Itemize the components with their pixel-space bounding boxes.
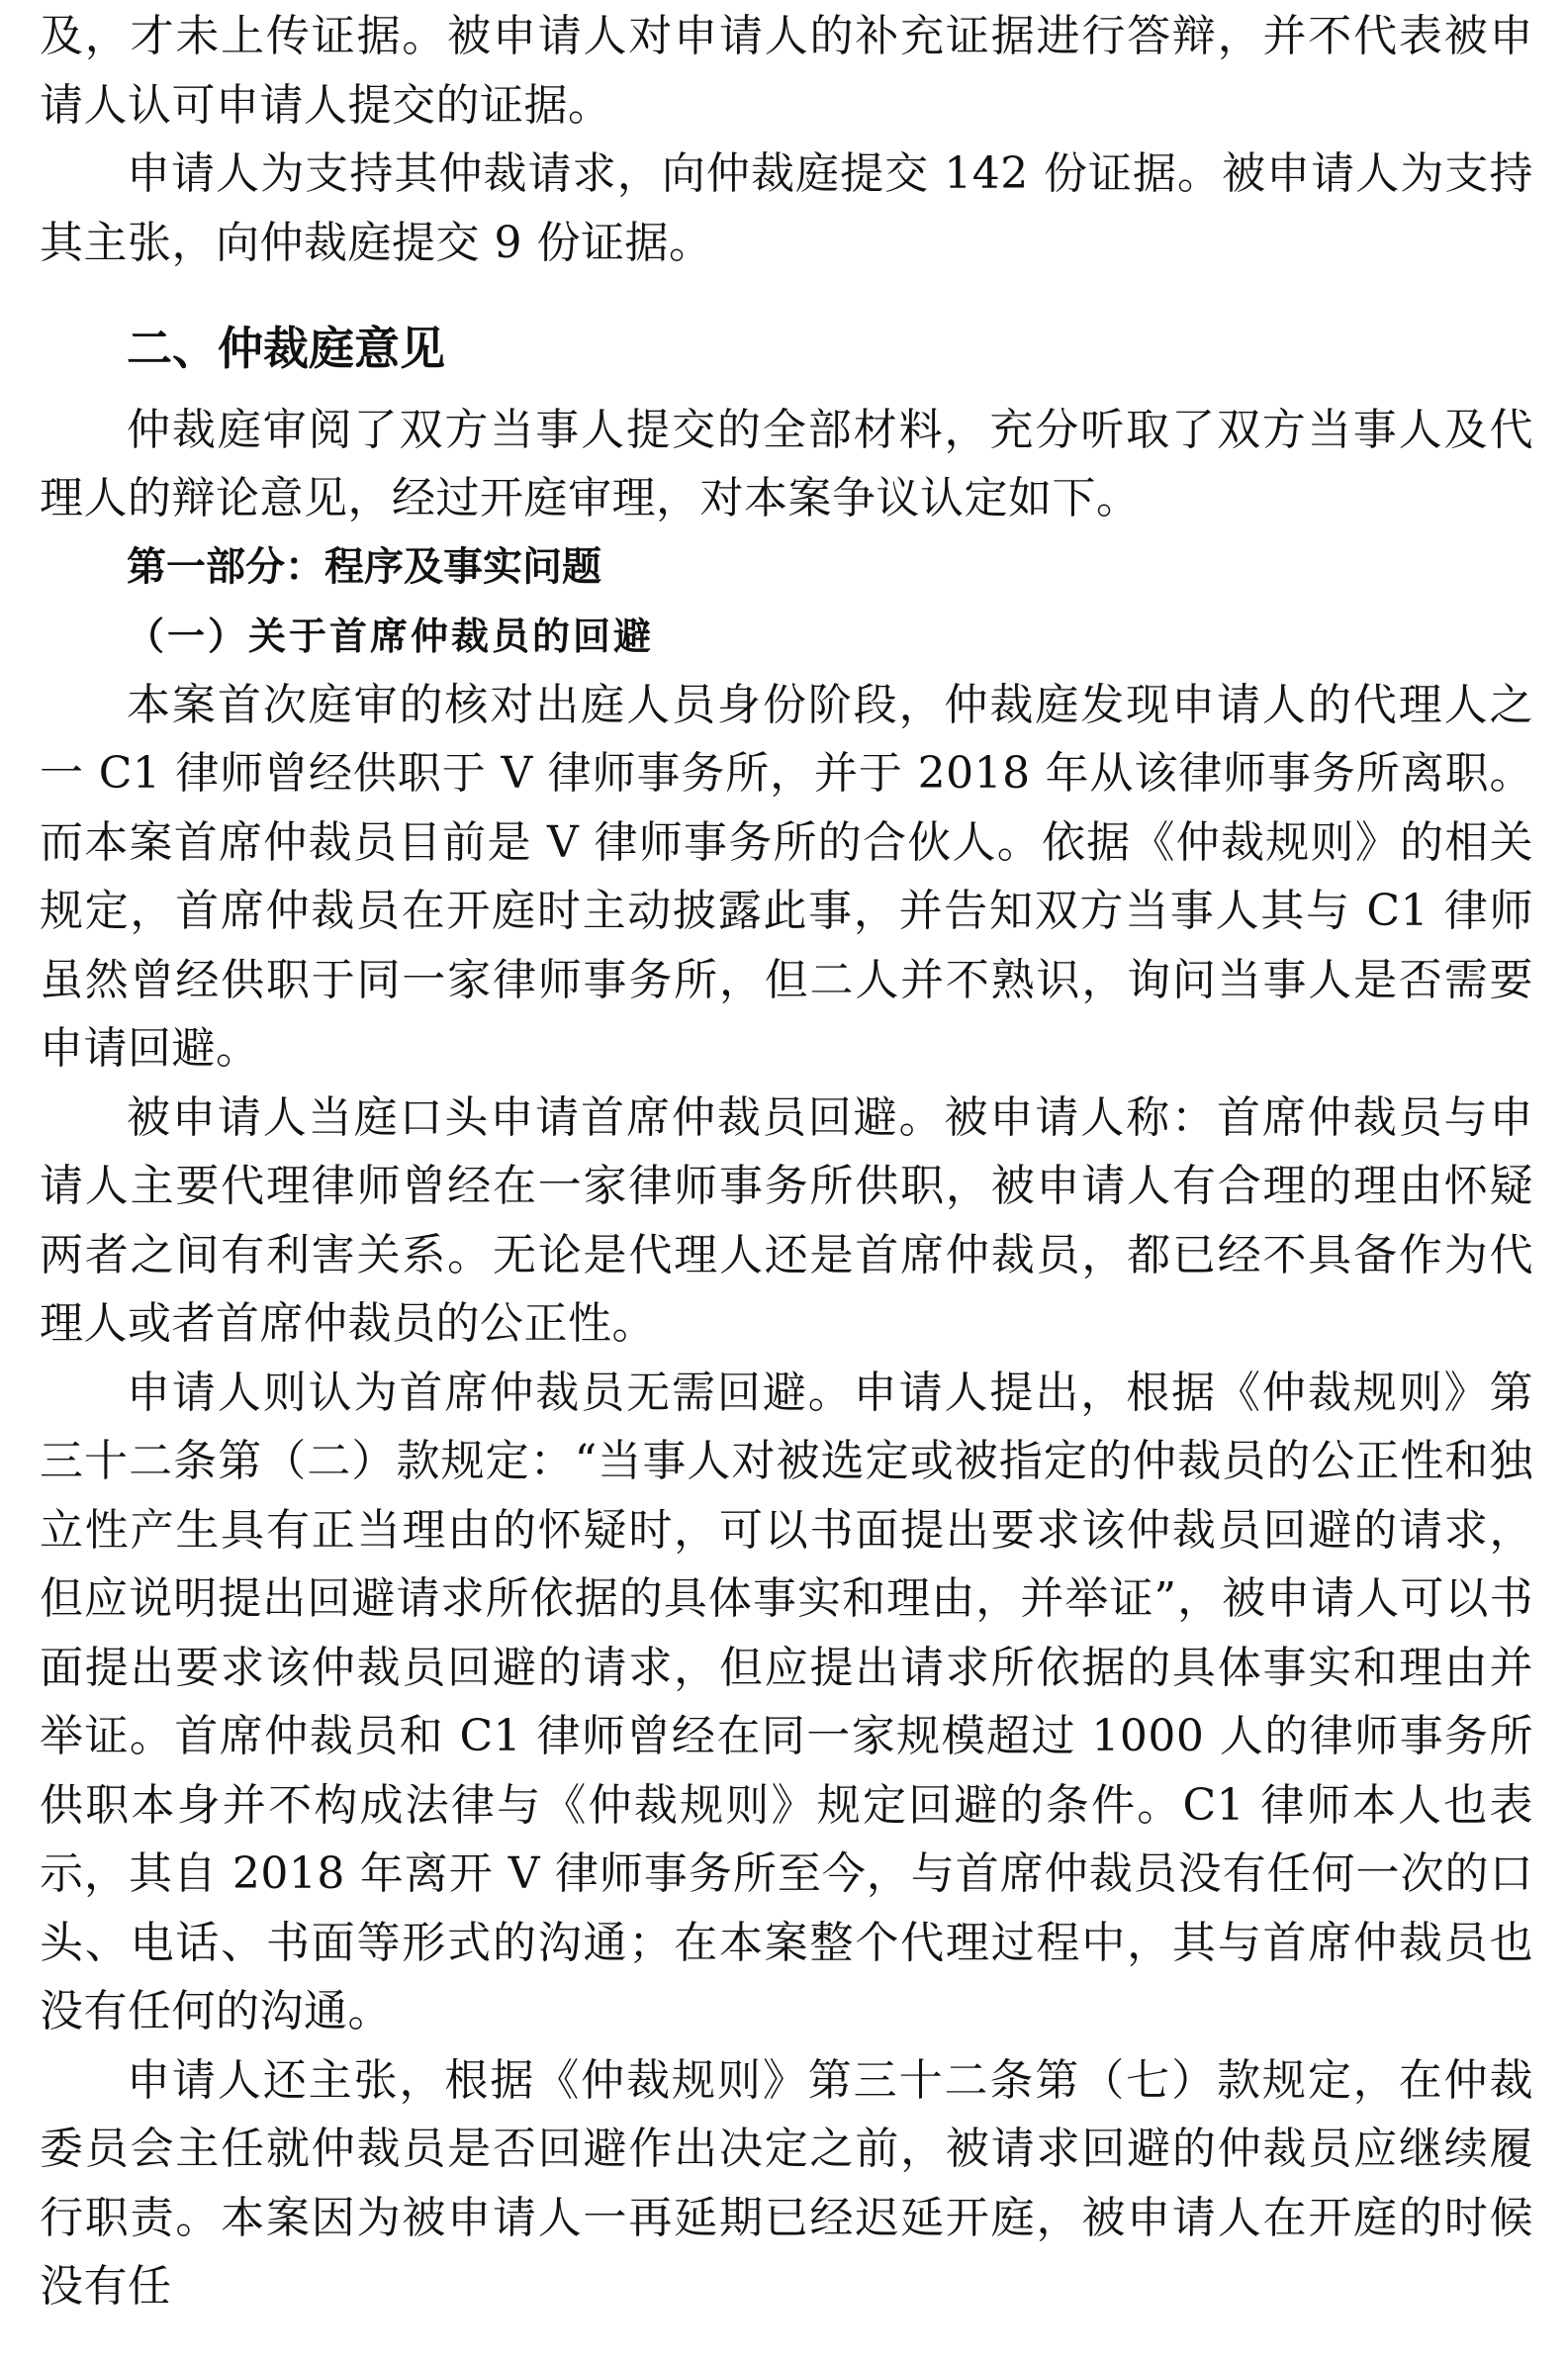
paragraph-evidence-count: 申请人为支持其仲裁请求，向仲裁庭提交 142 份证据。被申请人为支持其主张，向仲裁庭提交 9 份证据。 [40, 148, 1533, 268]
paragraph-continued: 及，才未上传证据。被申请人对申请人的补充证据进行答辩，并不代表被申请人认可申请人提交的证据。 [40, 11, 1533, 131]
section-heading: 二、仲裁庭意见 [127, 322, 445, 375]
paragraph-claimant-response: 申请人则认为首席仲裁员无需回避。申请人提出，根据《仲裁规则》第三十二条第（二）款规定：“当事人对被选定或被指定的仲裁员的公正性和独立性产生具有正当理由的怀疑时，可以书面提出要求该仲裁员回避的请求，但应说明提出回避请求所依据的具体事实和理由，并举证”，被申请人可以书面提出要求该仲裁员回避的请求，但应提出请求所依据的具体事实和理由并举证。首席仲裁员和 C1 律师曾经在同一家规模超过 1000 人的律师事务所供职本身并不构成法律与《仲裁规则》规定回避的条件。C1 律师本人也表示，其自 2018 年离开 V 律师事务所至今，与首席仲裁员没有任何一次的口头、电话、书面等形式的沟通；在本案整个代理过程中，其与首席仲裁员也没有任何的沟通。 [40, 1367, 1533, 2036]
part-heading: 第一部分：程序及事实问题 [127, 543, 601, 590]
paragraph-tribunal-review: 仲裁庭审阅了双方当事人提交的全部材料，充分听取了双方当事人及代理人的辩论意见，经过开庭审理，对本案争议认定如下。 [40, 404, 1533, 523]
paragraph-disclosure: 本案首次庭审的核对出庭人员身份阶段，仲裁庭发现申请人的代理人之一 C1 律师曾经供职于 V 律师事务所，并于 2018 年从该律师事务所离职。而本案首席仲裁员目前是 V 律师事务所的合伙人。依据《仲裁规则》的相关规定，首席仲裁员在开庭时主动披露此事，并告知双方当事人其与 C1 律师虽然曾经供职于同一家律师事务所，但二人并不熟识，询问当事人是否需要申请回避。 [40, 679, 1533, 1074]
paragraph-claimant-further: 申请人还主张，根据《仲裁规则》第三十二条第（七）款规定，在仲裁委员会主任就仲裁员是否回避作出决定之前，被请求回避的仲裁员应继续履行职责。本案因为被申请人一再延期已经迟延开庭，被申请人在开庭的时候没有任 [40, 2054, 1533, 2312]
paragraph-respondent-challenge: 被申请人当庭口头申请首席仲裁员回避。被申请人称：首席仲裁员与申请人主要代理律师曾经在一家律师事务所供职，被申请人有合理的理由怀疑两者之间有利害关系。无论是代理人还是首席仲裁员，都已经不具备作为代理人或者首席仲裁员的公正性。 [40, 1091, 1533, 1349]
document-page [40, 0, 1533, 2321]
subsection-heading: （一）关于首席仲裁员的回避 [127, 614, 655, 658]
